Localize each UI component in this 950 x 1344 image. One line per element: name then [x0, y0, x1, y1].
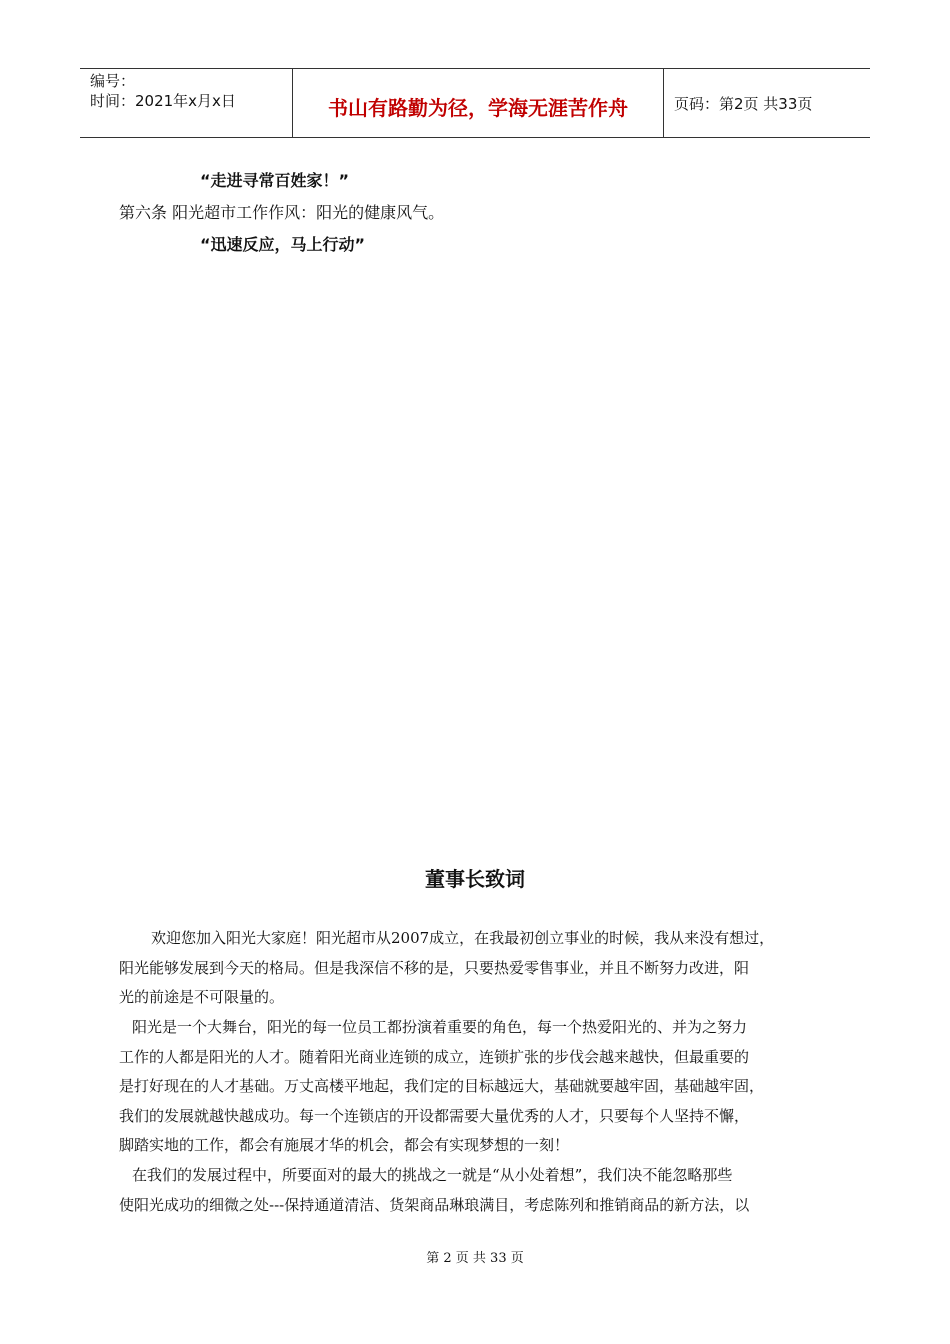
paragraph-line: 欢迎您加入阳光大家庭！阳光超市从2007成立，在我最初创立事业的时候，我从来没有想过， [151, 929, 775, 947]
quote-1: “走进寻常百姓家！” [200, 171, 350, 190]
speech-paragraph-2 [119, 1013, 839, 1161]
date-label: 时间：2021年x月x日 [90, 92, 236, 110]
paragraph-line: 阳光能够发展到今天的格局。但是我深信不移的是，只要热爱零售事业，并且不断努力改进，阳 [119, 958, 750, 977]
page-footer: 第 2 页 共 33 页 [426, 1251, 524, 1266]
paragraph-line: 工作的人都是阳光的人才。随着阳光商业连锁的成立，连锁扩张的步伐会越来越快，但最重要的 [119, 1047, 750, 1066]
paragraph-line: 阳光是一个大舞台，阳光的每一位员工都扮演着重要的角色，每一个热爱阳光的、并为之努力 [132, 1018, 748, 1036]
speech-title: 董事长致词 [425, 867, 525, 891]
paragraph-line: 脚踏实地的工作，都会有施展才华的机会，都会有实现梦想的一刻！ [119, 1136, 570, 1154]
paragraph-line: 使阳光成功的细微之处---保持通道清洁、货架商品琳琅满目，考虑陈列和推销商品的新方法，以 [119, 1195, 750, 1214]
speech-paragraph-1 [119, 924, 839, 1013]
number-label: 编号： [90, 72, 136, 90]
paragraph-line: 在我们的发展过程中，所要面对的最大的挑战之一就是“从小处着想”，我们决不能忽略那些 [132, 1166, 733, 1184]
paragraph-line: 光的前途是不可限量的。 [119, 988, 285, 1006]
page-header [80, 68, 870, 138]
header-page-info: 页码：第2页 共33页 [674, 94, 813, 113]
header-info-cell [80, 69, 293, 137]
speech-paragraph-3 [119, 1161, 839, 1220]
paragraph-line: 我们的发展就越快越成功。每一个连锁店的开设都需要大量优秀的人才，只要每个人坚持不懈， [119, 1106, 750, 1125]
quote-2: “迅速反应，马上行动” [200, 235, 366, 254]
header-motto: 书山有路勤为径，学海无涯苦作舟 [293, 69, 664, 137]
paragraph-line: 是打好现在的人才基础。万丈高楼平地起，我们定的目标越远大，基础就要越牢固，基础越牢固， [119, 1077, 765, 1095]
article-six: 第六条 阳光超市工作作风：阳光的健康风气。 [119, 203, 445, 222]
